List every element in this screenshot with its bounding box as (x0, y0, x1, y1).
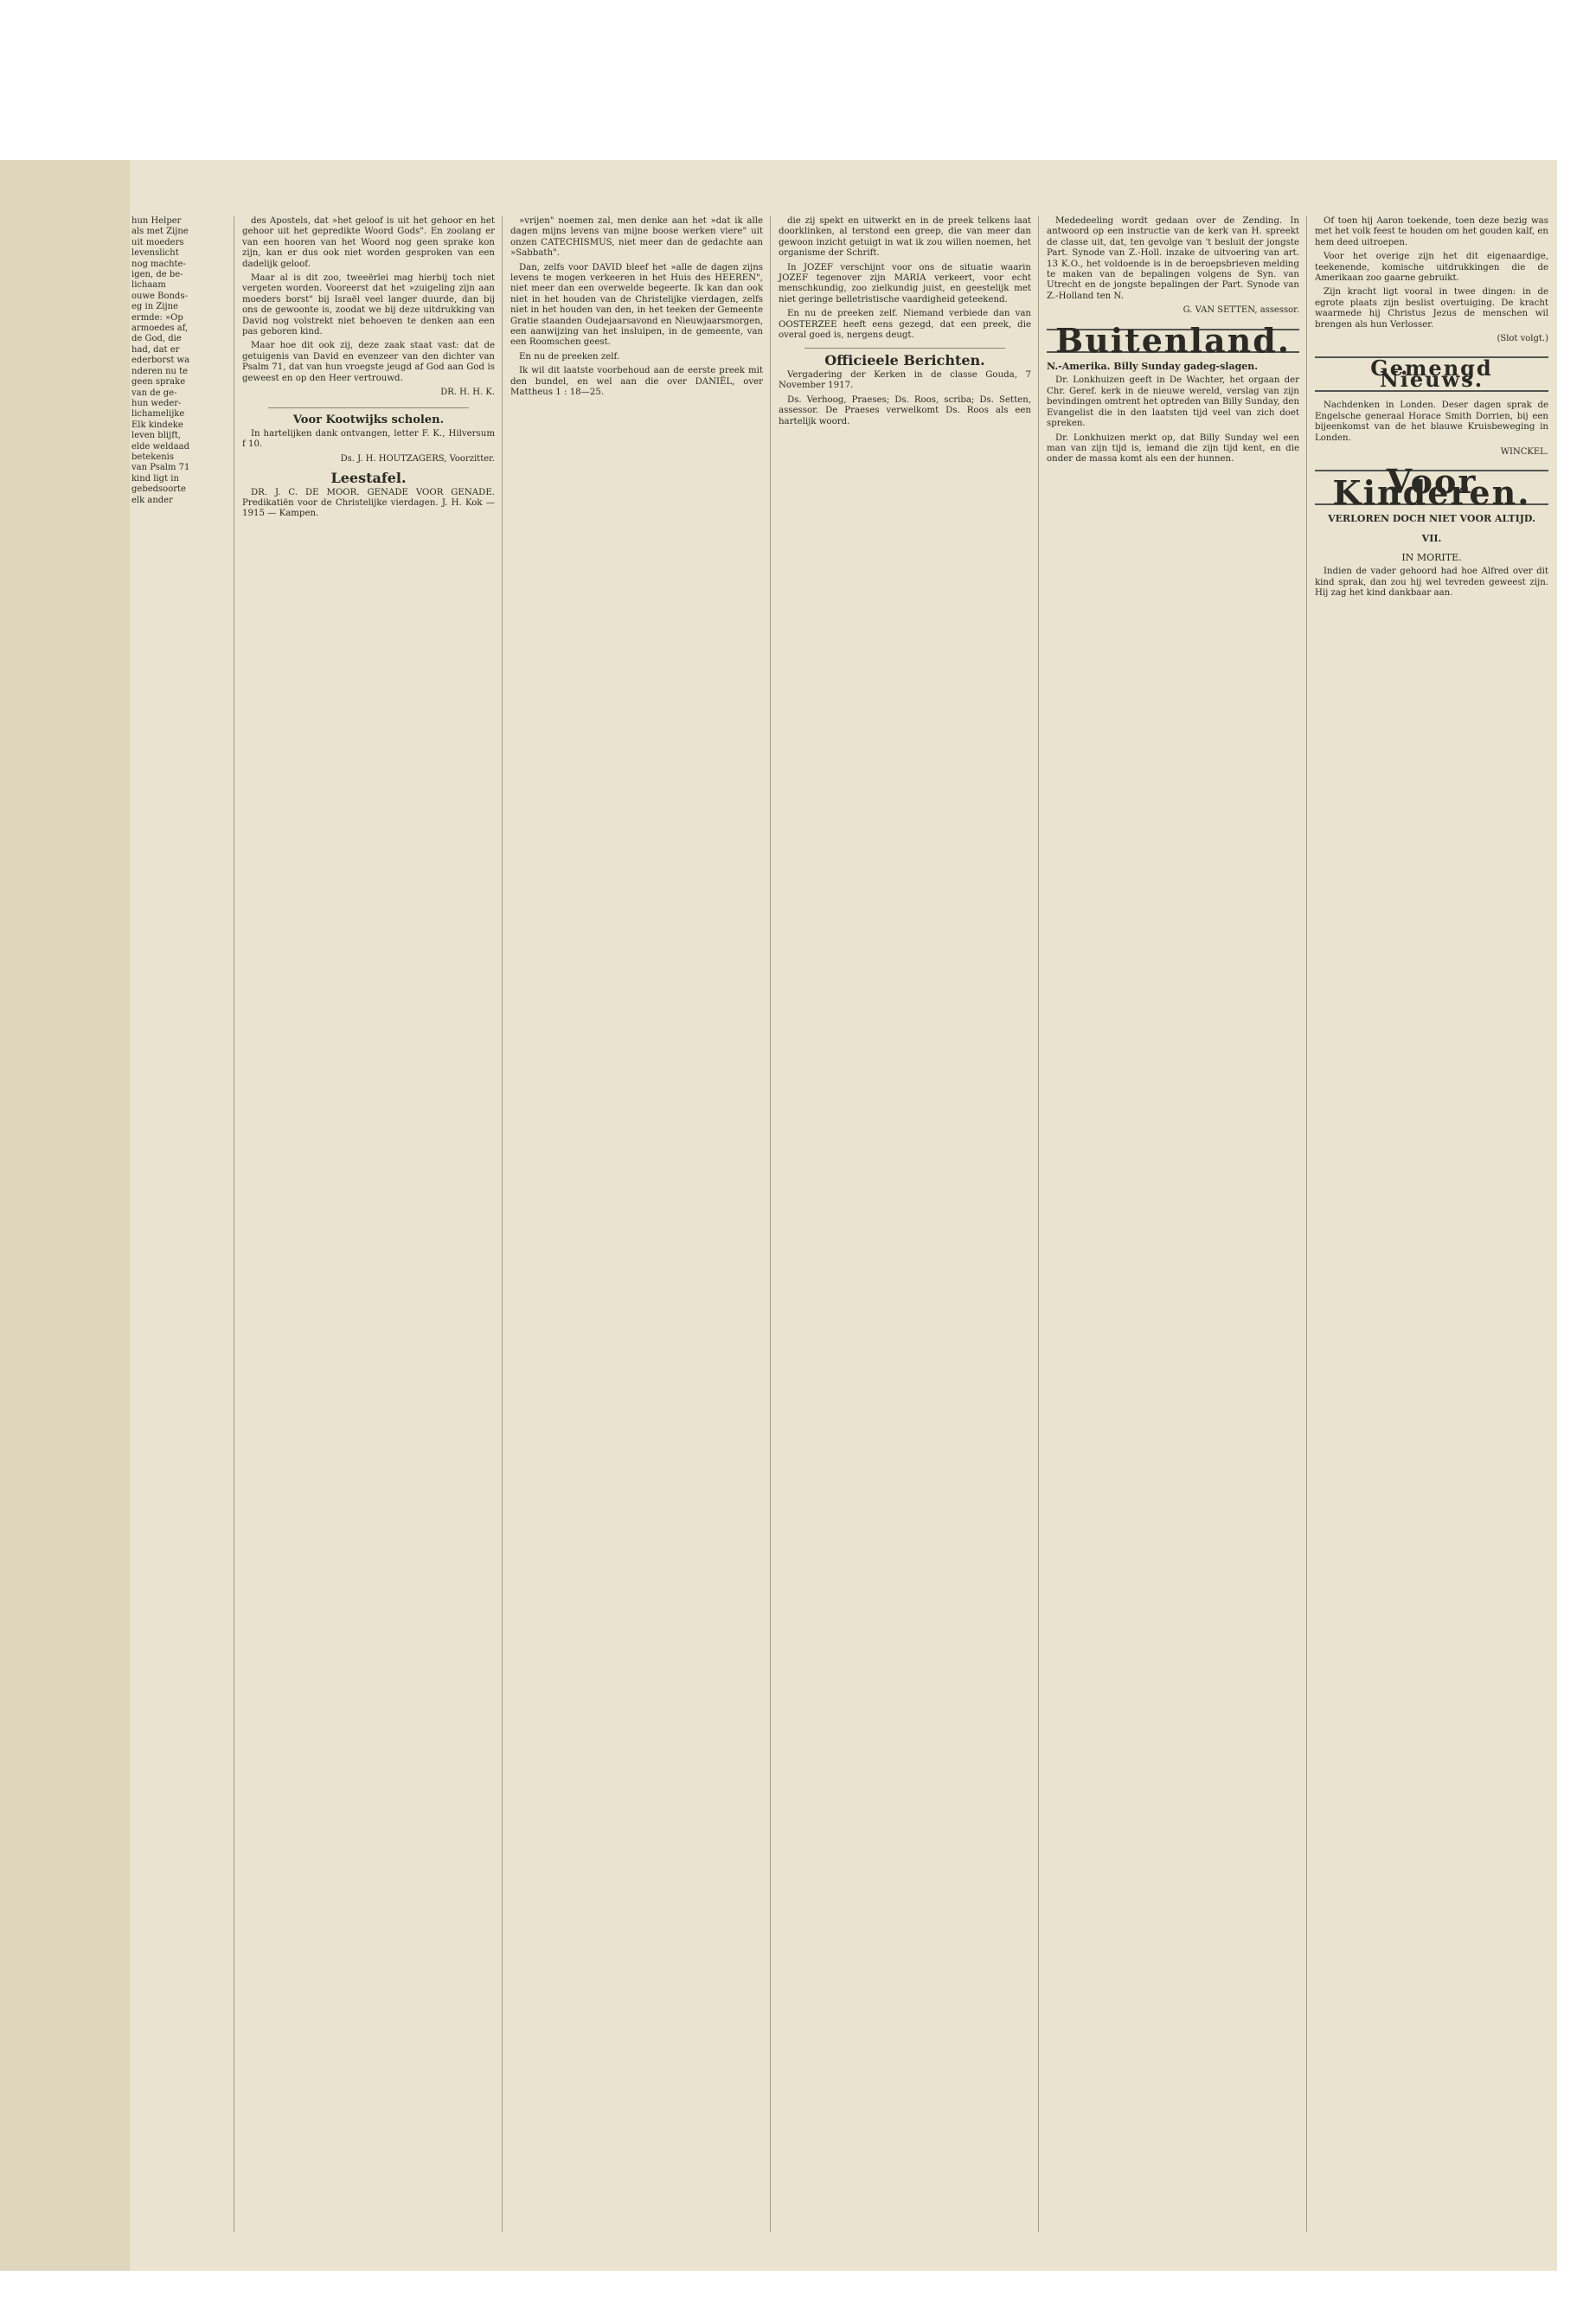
column-rule (1306, 216, 1307, 2232)
paragraph: Of toen hij Aaron toekende, toen deze bezig was met het volk feest te houden om het gouden kalf, en hem deed uitroepen. (1315, 216, 1548, 247)
paragraph: In hartelijken dank ontvangen, letter F. K., Hilversum f 10. (242, 428, 495, 450)
paragraph: Voor het overige zijn het dit eigenaardige, teekenende, komische uitdrukkingen die de Amerikaan zoo gaarne gebruikt. (1315, 252, 1548, 284)
column-1 (242, 216, 495, 523)
paragraph: Indien de vader gehoord had hoe Alfred over dit kind sprak, dan zou hij wel tevreden geweest zijn. Hij zag het kind dankbaar aan. (1315, 567, 1548, 599)
paragraph: Nachdenken in Londen. Deser dagen sprak de Engelsche generaal Horace Smith Dorrien, bij een bijeenkomst van de het blauwe Kruisbeweging in Londen. (1315, 401, 1548, 443)
section-heading: Officieele Berichten. (824, 352, 985, 369)
edge-line: hun Helper (131, 216, 182, 226)
signature: DR. H. H. K. (440, 388, 495, 398)
left-edge-fragment (131, 216, 228, 506)
paragraph: DR. J. C. DE MOOR. GENADE VOOR GENADE. Predikatiën voor de Christelijke vierdagen. J. H. Kok — 1915 — Kampen. (242, 487, 495, 519)
column-rule (770, 216, 771, 2232)
edge-line: betekenis (131, 452, 175, 462)
column-rule (1038, 216, 1039, 2232)
subheading: IN MORITE. (1401, 551, 1462, 563)
separator (268, 407, 469, 408)
column-3 (779, 216, 1031, 431)
edge-line: armoedes af, (131, 324, 189, 334)
edge-line: als met Zijne (131, 227, 189, 237)
signature: G. VAN SETTEN, assessor. (1183, 305, 1299, 316)
edge-line: kind ligt in (131, 473, 179, 484)
section-title: Gemengd Nieuws. (1315, 356, 1548, 392)
edge-line: ouwe Bonds- (131, 291, 188, 301)
edge-line: leven blijft, (131, 431, 182, 441)
section-heading: Voor Kootwijks scholen. (292, 413, 445, 426)
edge-line: lichamelijke (131, 409, 185, 420)
paragraph: Maar al is dit zoo, tweeërlei mag hierbij toch niet vergeten worden. Vooreerst dat het »zuigeling zijn aan moeders borst" bij Israël veel langer duurde, dan bij ons de gewoonte is, zoodat we bij deze uitdrukking van David nog volstrekt niet behoeven te denken aan een pas geboren kind. (242, 273, 495, 337)
signature: WINCKEL. (1500, 446, 1548, 457)
paragraph: »vrijen" noemen zal, men denke aan het »dat ik alle dagen mijns levens van mijne boose werken viere" uit onzen CATECHISMUS, niet meer dan de gedachte aan »Sabbath". (510, 216, 763, 259)
paragraph: Mededeeling wordt gedaan over de Zending. In antwoord op een instructie van de kerk van H. spreekt de classe uit, dat, ten gevolge van 't besluit der jongste Part. Synode van Z.-Holl. inzake de uitvoering van art. 13 K.O., het voldoende is in de beroepsbrieven melding te maken van de bepalingen volgens de Syn. van Utrecht en de jongste bepalingen der Part. Synode van Z.-Holland ten N. (1047, 216, 1299, 301)
edge-line: Elk kindeke (131, 420, 183, 430)
paragraph: Ik wil dit laatste voorbehoud aan de eerste preek mit den bundel, en wel aan die over DANIËL, over Mattheus 1 : 18—25. (510, 366, 763, 398)
edge-line: nog machte- (131, 259, 186, 269)
signature: Ds. J. H. HOUTZAGERS, Voorzitter. (340, 453, 495, 464)
subheading: VERLOREN DOCH NIET VOOR ALTIJD. (1328, 513, 1535, 525)
edge-line: ederborst wa (131, 356, 190, 366)
paragraph: En nu de preeken zelf. (519, 351, 620, 362)
edge-line: de God, die (131, 334, 182, 344)
paragraph: In JOZEF verschijnt voor ons de situatie waarin JOZEF tegenover zijn MARIA verkeert, voor echt menschkundig, zoo zielkundig juist, en geestelijk met niet geringe belletristische vaardigheid geteekend. (779, 262, 1031, 304)
section-heading: Leestafel. (330, 470, 407, 487)
paragraph: Zijn kracht ligt vooral in twee dingen: in de egrote plaats zijn beslist overtuiging. De kracht waarmede hij Christus Jezus de menschen wil brengen als hun Verlosser. (1315, 287, 1548, 330)
paragraph: die zij spekt en uitwerkt en in de preek telkens laat doorklinken, al terstond een greep, die van meer dan gewoon inzicht getuigt in wat ik zou willen noemen, het organisme der Schrift. (779, 216, 1031, 259)
edge-line: elk ander (131, 495, 173, 505)
paragraph: Dan, zelfs voor DAVID bleef het »alle de dagen zijns levens te mogen verkeeren in het Huis des HEEREN", niet meer dan een overwelde begeerte. Ik kan dan ook niet in het houden van de Christelijke vierdagen, zelfs niet in het houden van den, in het teeken der Gemeente Gratie staanden Oudejaarsavond en Nieuwjaarsmorgen, een aanwijzing van het insluipen, in de gemeente, van een Roomschen geest. (510, 262, 763, 348)
edge-line: hun weder- (131, 398, 182, 408)
edge-line: nderen nu te (131, 366, 189, 376)
subheading: VII. (1421, 532, 1442, 544)
edge-line: levenslicht (131, 248, 179, 259)
column-rule (502, 216, 503, 2232)
edge-line: eg in Zijne (131, 302, 178, 312)
edge-line: geen sprake (131, 377, 186, 388)
edge-line: uit moeders (131, 237, 184, 247)
column-5 (1315, 216, 1548, 603)
column-2 (510, 216, 763, 402)
paragraph: des Apostels, dat »het geloof is uit het gehoor en het gehoor uit het gepredikte Woord Gods". En zoolang er van een hooren van het Woord nog geen sprake kon zijn, kan er dus ook niet worden gesproken van een dadelijk geloof. (242, 216, 495, 269)
edge-line: van Psalm 71 (131, 463, 190, 473)
column-4 (1047, 216, 1299, 469)
edge-line: lichaam (131, 280, 166, 291)
paragraph: Ds. Verhoog, Praeses; Ds. Roos, scriba; Ds. Setten, assessor. De Praeses verwelkomt Ds. Roos als een hartelijk woord. (779, 394, 1031, 426)
left-page-fold (0, 160, 130, 2271)
edge-line: ermde: »Op (131, 312, 183, 323)
separator (804, 348, 1005, 349)
edge-line: igen, de be- (131, 270, 183, 280)
section-title: Voor Kinderen. (1315, 470, 1548, 505)
paragraph: Dr. Lonkhuizen geeft in De Wachter, het orgaan der Chr. Geref. kerk in de nieuwe wereld, verslag van zijn bevindingen omtrent het optreden van Billy Sunday, den Evangelist die in den laatsten tijd veel van zich doet spreken. (1047, 375, 1299, 429)
paragraph: Vergadering der Kerken in de classe Gouda, 7 November 1917. (779, 369, 1031, 391)
signature: (Slot volgt.) (1497, 334, 1548, 344)
paragraph: En nu de preeken zelf. Niemand verbiede dan van OOSTERZEE heeft eens gezegd, dat een preek, die overal goed is, nergens deugt. (779, 309, 1031, 341)
edge-line: van de ge- (131, 388, 177, 398)
edge-line: gebedsoorte (131, 484, 186, 495)
paragraph: Dr. Lonkhuizen merkt op, dat Billy Sunday wel een man van zijn tijd is, iemand die zijn tijd kent, en die onder de massa komt als een der hunnen. (1047, 433, 1299, 465)
subheading: N.-Amerika. Billy Sunday gadeg-slagen. (1047, 361, 1259, 373)
edge-line: had, dat er (131, 344, 180, 355)
section-title: Buitenland. (1047, 329, 1299, 353)
edge-line: elde weldaad (131, 441, 190, 452)
paragraph: Maar hoe dit ook zij, deze zaak staat vast: dat de getuigenis van David en evenzeer van den dichter van Psalm 71, dat van hun vroegste jeugd af God aan God is geweest en op den Heer vertrouwd. (242, 341, 495, 383)
